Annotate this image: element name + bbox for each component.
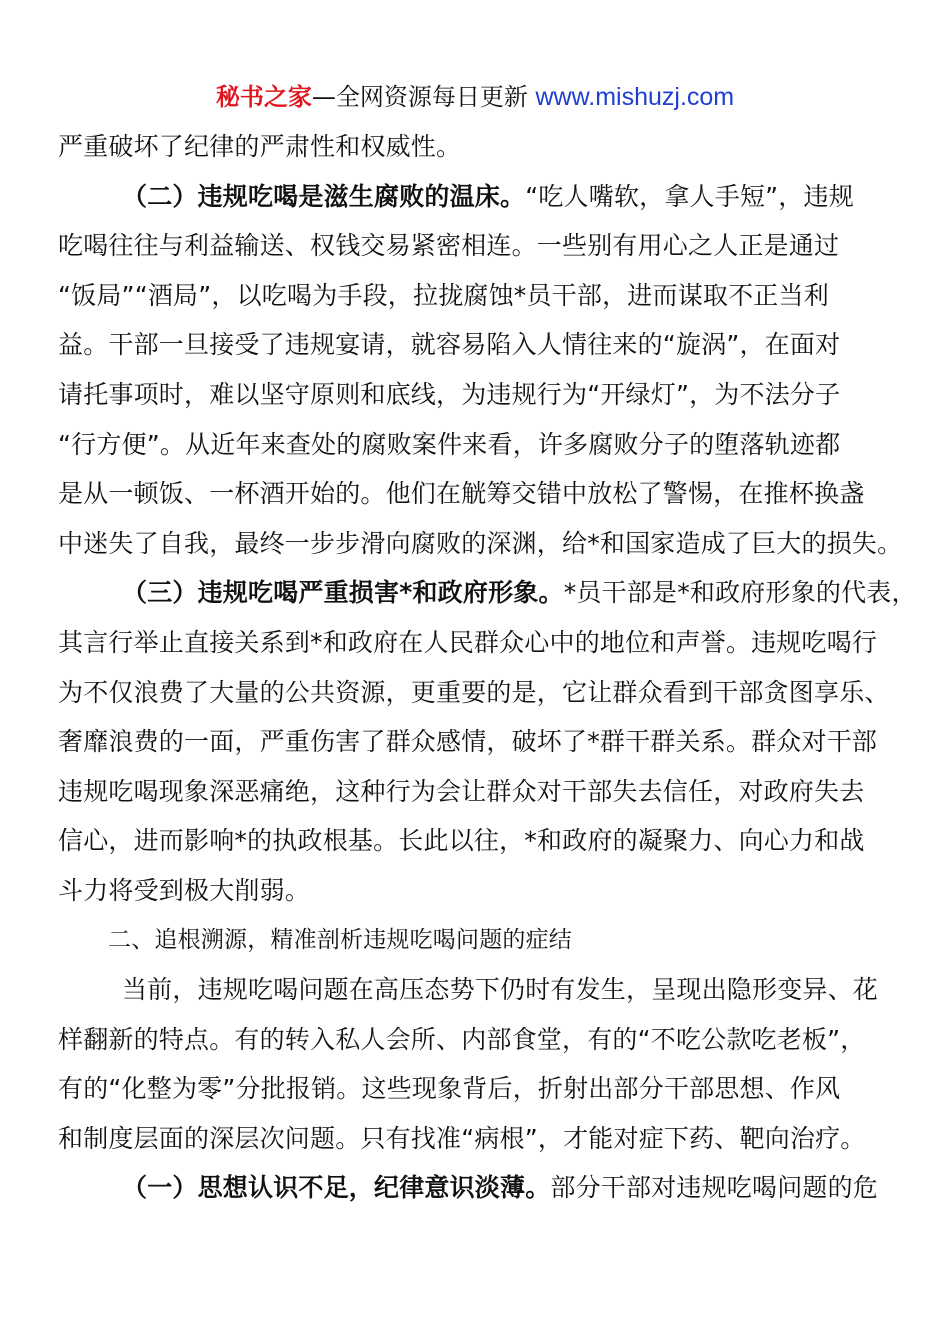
banner-tagline: —全网资源每日更新 xyxy=(311,83,536,111)
body-line: 请托事项时，难以坚守原则和底线，为违规行为“开绿灯”，为不法分子 xyxy=(58,379,841,409)
body-line: 是从一顿饭、一杯酒开始的。他们在觥筹交错中放松了警惕，在推杯换盏 xyxy=(58,479,865,509)
body-line: 吃喝往往与利益输送、权钱交易紧密相连。一些别有用心之人正是通过 xyxy=(58,231,840,261)
section-heading-line xyxy=(58,568,917,618)
chapter-heading: 二、追根溯源，精准剖析违规吃喝问题的症结 xyxy=(108,926,572,953)
site-url-link[interactable]: www.mishuzj.com xyxy=(535,83,735,111)
section-heading: （二）违规吃喝是滋生腐败的温床。 xyxy=(122,181,526,211)
body-line: 益。干部一旦接受了违规宴请，就容易陷入人情往来的“旋涡”，在面对 xyxy=(58,330,841,360)
body-line: 其言行举止直接关系到*和政府在人民群众心中的地位和声誉。违规吃喝行 xyxy=(58,627,878,657)
section-heading-line xyxy=(58,172,910,222)
body-line: 为不仅浪费了大量的公共资源，更重要的是，它让群众看到干部贪图享乐、 xyxy=(58,677,890,707)
body-line: “饭局”“酒局”，以吃喝为手段，拉拢腐蚀*员干部，进而谋取不正当利 xyxy=(58,280,829,310)
body-line: 斗力将受到极大削弱。 xyxy=(58,875,311,905)
body-line: 有的“化整为零”分批报销。这些现象背后，折射出部分干部思想、作风 xyxy=(58,1074,841,1104)
body-line: 严重破坏了纪律的严肃性和权威性。 xyxy=(58,132,462,161)
section-heading: （三）违规吃喝严重损害*和政府形象。 xyxy=(122,578,564,608)
body-line: “行方便”。从近年来查处的腐败案件来看，许多腐败分子的堕落轨迹都 xyxy=(58,429,841,459)
document-body xyxy=(58,122,917,1213)
body-line: 中迷失了自我，最终一步步滑向腐败的深渊，给*和国家造成了巨大的损失。 xyxy=(58,528,903,558)
body-line: 样翻新的特点。有的转入私人会所、内部食堂，有的“不吃公款吃老板”， xyxy=(58,1024,866,1054)
section-heading-line xyxy=(58,1163,910,1213)
body-line: 信心，进而影响*的执政根基。长此以往，*和政府的凝聚力、向心力和战 xyxy=(58,826,865,856)
section-text: “吃人嘴软，拿人手短”，违规 xyxy=(525,181,854,211)
site-banner xyxy=(0,80,950,114)
body-line: 当前，违规吃喝问题在高压态势下仍时有发生，呈现出隐形变异、花 xyxy=(122,975,879,1005)
body-line: 奢靡浪费的一面，严重伤害了群众感情，破坏了*群干群关系。群众对干部 xyxy=(58,727,878,757)
body-line: 违规吃喝现象深恶痛绝，这种行为会让群众对干部失去信任，对政府失去 xyxy=(58,776,865,806)
section-text: 部分干部对违规吃喝问题的危 xyxy=(550,1173,879,1203)
body-line: 和制度层面的深层次问题。只有找准“病根”，才能对症下药、靶向治疗。 xyxy=(58,1123,866,1153)
brand-name: 秘书之家 xyxy=(215,83,312,111)
section-text: *员干部是*和政府形象的代表， xyxy=(563,578,917,608)
section-heading: （一）思想认识不足，纪律意识淡薄。 xyxy=(122,1173,551,1203)
